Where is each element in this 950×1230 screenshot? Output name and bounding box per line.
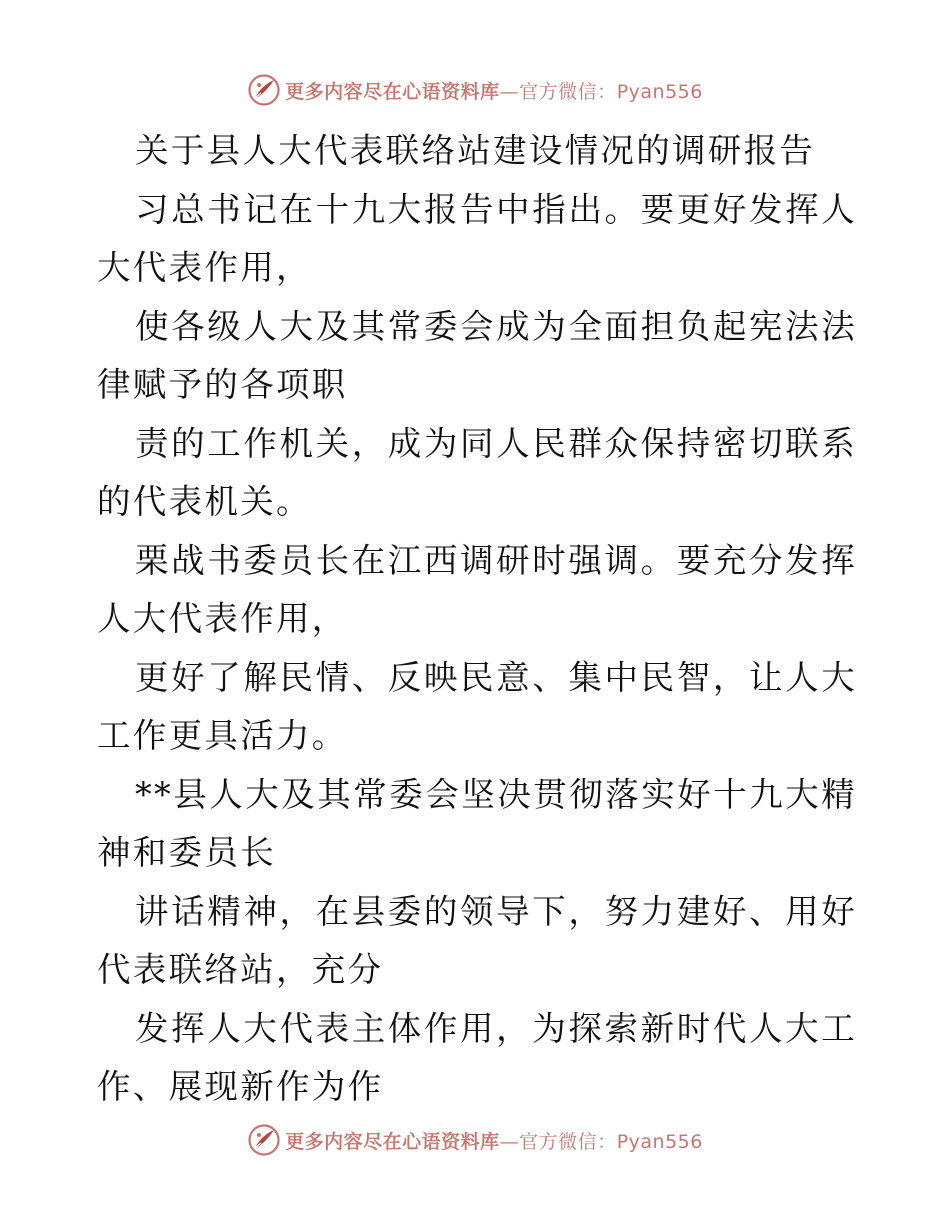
paragraph: 习总书记在十九大报告中指出。要更好发挥人大代表作用， [97,189,857,287]
footer-banner [0,1120,950,1160]
paragraph: 讲话精神，在县委的领导下，努力建好、用好代表联络站，充分 [97,891,857,989]
paragraph: 栗战书委员长在江西调研时强调。要充分发挥人大代表作用， [97,540,857,638]
banner-wechat-id: Pyan556 [616,1130,703,1153]
banner-main-text: 更多内容尽在心语资料库 [285,80,500,103]
banner-main-text: 更多内容尽在心语资料库 [285,1130,500,1153]
document-body [97,122,857,1117]
banner-dash: — [499,1130,520,1153]
quill-logo-icon [247,73,281,107]
paragraph: **县人大及其常委会坚决贯彻落实好十九大精神和委员长 [97,774,857,872]
paragraph: 使各级人大及其常委会成为全面担负起宪法法律赋予的各项职 [97,306,857,404]
banner-text [285,77,703,104]
banner-dash: — [499,80,520,103]
banner-wechat-label: 官方微信： [519,1130,617,1153]
quill-logo-icon [247,1123,281,1157]
banner-wechat-label: 官方微信： [519,80,617,103]
paragraph: 责的工作机关，成为同人民群众保持密切联系的代表机关。 [97,423,857,521]
document-title: 关于县人大代表联络站建设情况的调研报告 [135,131,816,170]
banner-wechat-id: Pyan556 [616,80,703,103]
banner-text [285,1127,703,1154]
paragraph: 更好了解民情、反映民意、集中民智，让人大工作更具活力。 [97,657,857,755]
paragraph: 发挥人大代表主体作用，为探索新时代人大工作、展现新作为作 [97,1008,857,1106]
header-banner [0,70,950,110]
